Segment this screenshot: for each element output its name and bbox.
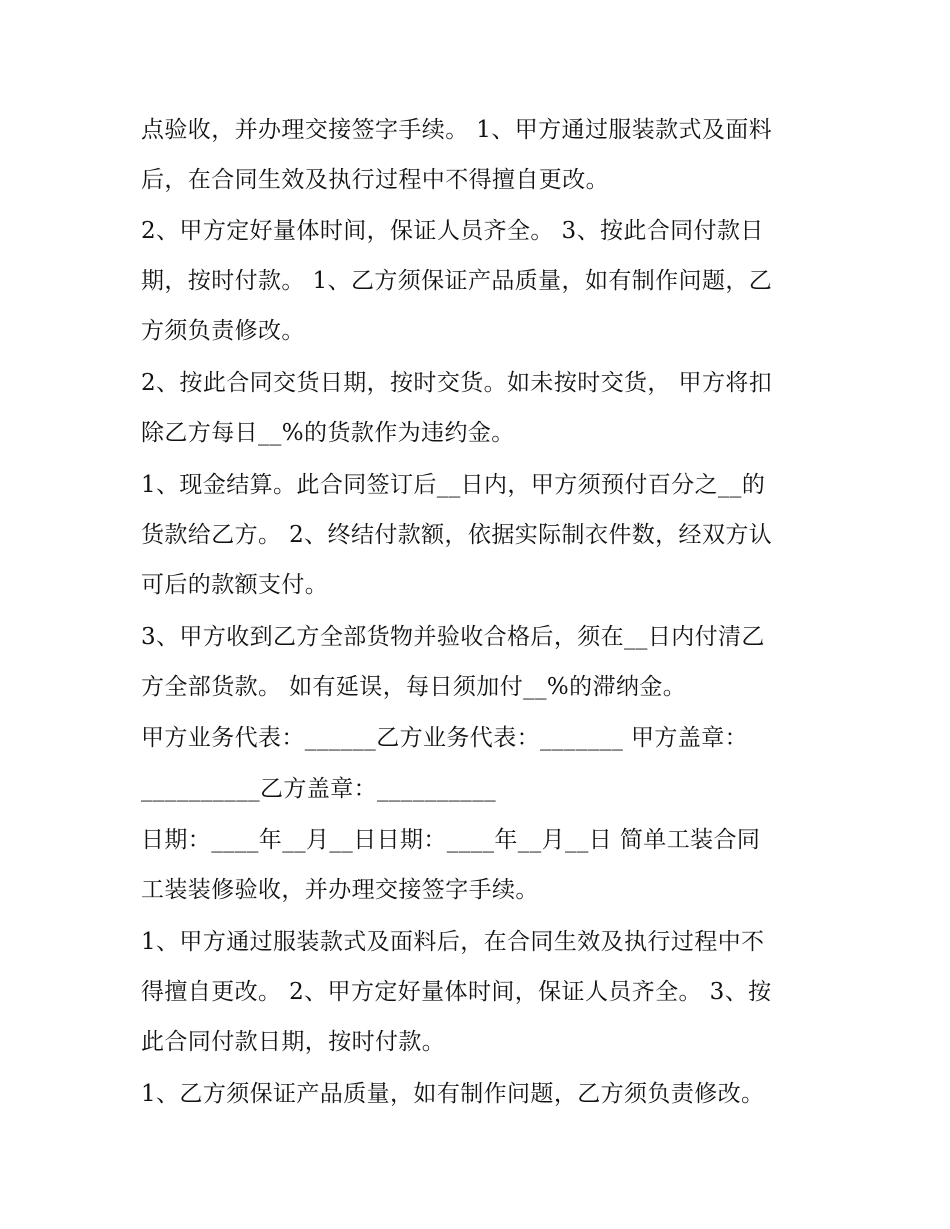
paragraph-line: 点验收，并办理交接签字手续。 1、甲方通过服装款式及面料 xyxy=(141,117,773,143)
signature-line: 甲方业务代表：______乙方业务代表：_______ 甲方盖章： xyxy=(141,725,749,751)
paragraph-line: 期，按时付款。 1、乙方须保证产品质量，如有制作问题，乙 xyxy=(141,268,773,294)
paragraph-line: 方全部货款。 如有延误，每日须加付__%的滞纳金。 xyxy=(141,674,687,700)
paragraph-line: 后，在合同生效及执行过程中不得擅自更改。 xyxy=(141,167,609,193)
paragraph-line: 1、乙方须保证产品质量，如有制作问题，乙方须负责修改。 xyxy=(141,1081,765,1107)
paragraph-line: 3、甲方收到乙方全部货物并验收合格后，须在__日内付清乙 xyxy=(141,624,765,650)
paragraph-line: 此合同付款日期，按时付款。 xyxy=(141,1029,446,1055)
paragraph-line: 2、甲方定好量体时间，保证人员齐全。 3、按此合同付款日 xyxy=(141,218,764,244)
paragraph-line: 得擅自更改。 2、甲方定好量体时间，保证人员齐全。 3、按 xyxy=(141,979,772,1005)
paragraph-line: 工装装修验收，并办理交接签字手续。 xyxy=(141,877,539,903)
paragraph-line: 2、按此合同交货日期，按时交货。如未按时交货， 甲方将扣 xyxy=(141,370,773,396)
paragraph-line: 1、现金结算。此合同签订后__日内，甲方须预付百分之__的 xyxy=(141,472,766,498)
paragraph-line: 货款给乙方。 2、终结付款额，依据实际制衣件数，经双方认 xyxy=(141,522,773,548)
signature-line: __________乙方盖章：__________ xyxy=(141,776,496,802)
paragraph-line: 除乙方每日__%的货款作为违约金。 xyxy=(141,420,515,446)
paragraph-line: 1、甲方通过服装款式及面料后，在合同生效及执行过程中不 xyxy=(141,929,765,955)
paragraph-line: 方须负责修改。 xyxy=(141,318,305,344)
date-line: 日期：____年__月__日日期：____年__月__日 简单工装合同 xyxy=(141,827,761,853)
paragraph-line: 可后的款额支付。 xyxy=(141,572,329,598)
